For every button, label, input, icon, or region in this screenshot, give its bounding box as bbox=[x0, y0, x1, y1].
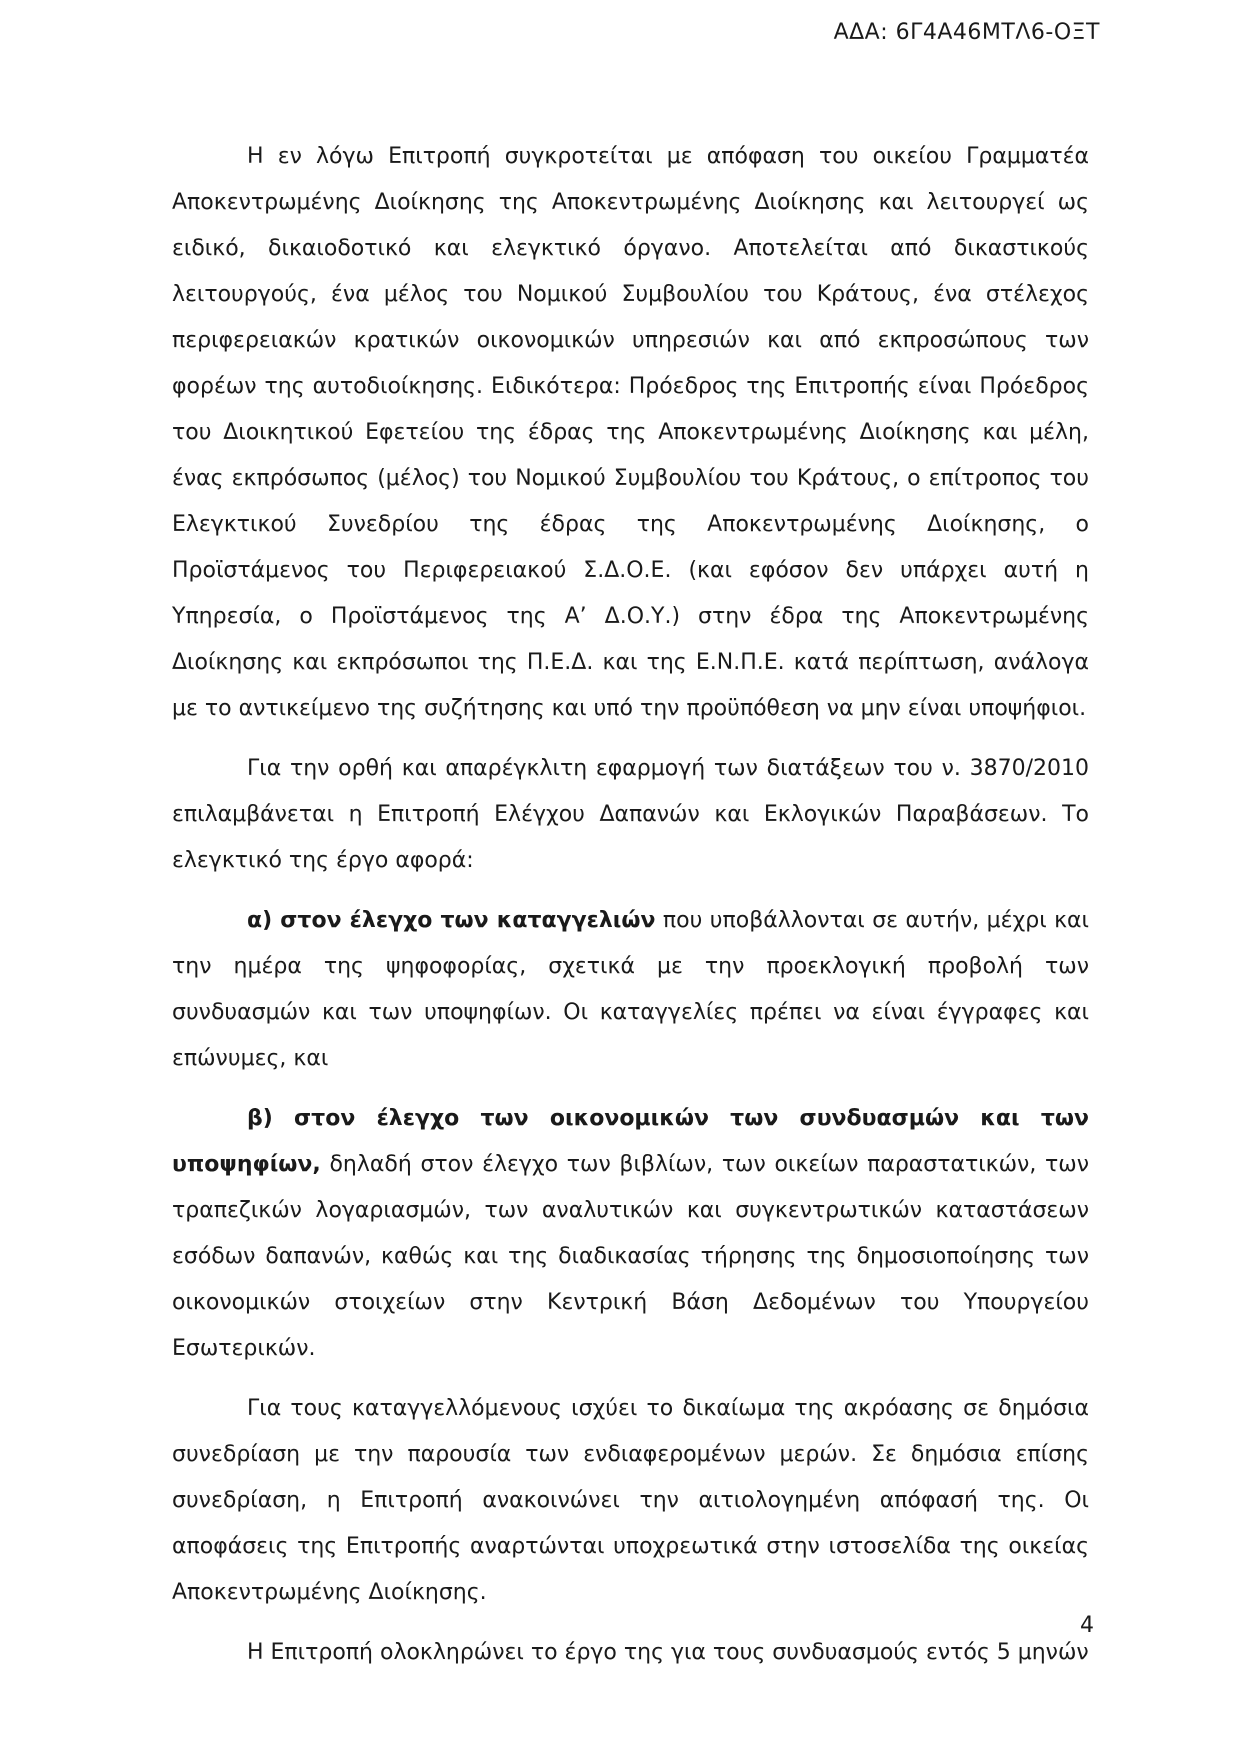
item-a-heading: α) στον έλεγχο των καταγγελιών bbox=[247, 908, 656, 933]
paragraph-committee-composition: Η εν λόγω Επιτροπή συγκροτείται με απόφαση του οικείου Γραμματέα Αποκεντρωμένης Διοίκησης της Αποκεντρωμένης Διοίκησης και λειτουργεί ως ειδικό, δικαιοδοτικό και ελεγκτικό όργανο. Αποτελείται από δικαστικούς λειτουργούς, ένα μέλος του Νομικού Συμβουλίου του Κράτους, ένα στέλεχος περιφερειακών κρατικών οικονομικών υπηρεσιών και από εκπροσώπους των φορέων της αυτοδιοίκησης. Ειδικότερα: Πρόεδρος της Επιτροπής είναι Πρόεδρος του Διοικητικού Εφετείου της έδρας της Αποκεντρωμένης Διοίκησης και μέλη, ένας εκπρόσωπος (μέλος) του Νομικού Συμβουλίου του Κράτους, ο επίτροπος του Ελεγκτικού Συνεδρίου της έδρας της Αποκεντρωμένης Διοίκησης, ο Προϊστάμενος του Περιφερειακού Σ.Δ.Ο.Ε. (και εφόσον δεν υπάρχει αυτή η Υπηρεσία, ο Προϊστάμενος της Α’ Δ.Ο.Υ.) στην έδρα της Αποκεντρωμένης Διοίκησης και εκπρόσωποι της Π.Ε.Δ. και της Ε.Ν.Π.Ε. κατά περίπτωση, ανάλογα με το αντικείμενο της συζήτησης και υπό την προϋπόθεση να μην είναι υποψήφιοι. bbox=[172, 144, 1089, 721]
paragraph-hearing-rights: Για τους καταγγελλόμενους ισχύει το δικαίωμα της ακρόασης σε δημόσια συνεδρίαση με την παρουσία των ενδιαφερομένων μερών. Σε δημόσια επίσης συνεδρίαση, η Επιτροπή ανακοινώνει την αιτιολογημένη απόφασή της. Οι αποφάσεις της Επιτροπής αναρτώνται υποχρεωτικά στην ιστοσελίδα της οικείας Αποκεντρωμένης Διοίκησης. bbox=[172, 1396, 1089, 1605]
document-body bbox=[172, 134, 1089, 1690]
item-a-text: που υποβάλλονται σε αυτήν, μέχρι και την ημέρα της ψηφοφορίας, σχετικά με την προεκλογική προβολή των συνδυασμών και των υποψηφίων. Οι καταγγελίες πρέπει να είναι έγγραφες και επώνυμες, και bbox=[172, 908, 1089, 1071]
page-number: 4 bbox=[1080, 1613, 1094, 1638]
paragraph-committee-scope: Για την ορθή και απαρέγκλιτη εφαρμογή των διατάξεων του ν. 3870/2010 επιλαμβάνεται η Επιτροπή Ελέγχου Δαπανών και Εκλογικών Παραβάσεων. Το ελεγκτικό της έργο αφορά: bbox=[172, 756, 1089, 873]
paragraph-item-b bbox=[172, 1096, 1089, 1372]
ada-code: ΑΔΑ: 6Γ4Α46ΜΤΛ6-ΟΞΤ bbox=[833, 20, 1100, 45]
item-b-text: δηλαδή στον έλεγχο των βιβλίων, των οικείων παραστατικών, των τραπεζικών λογαριασμών, των αναλυτικών και συγκεντρωτικών καταστάσεων εσόδων δαπανών, καθώς και της διαδικασίας τήρησης της δημοσιοποίησης των οικονομικών στοιχείων στην Κεντρική Βάση Δεδομένων του Υπουργείου Εσωτερικών. bbox=[172, 1152, 1089, 1361]
paragraph-item-a bbox=[172, 898, 1089, 1082]
item-b-heading: β) στον έλεγχο των οικονομικών των συνδυασμών και των υποψηφίων, bbox=[172, 1106, 1089, 1177]
paragraph-completion: Η Επιτροπή ολοκληρώνει το έργο της για τους συνδυασμούς εντός 5 μηνών bbox=[247, 1640, 1089, 1665]
